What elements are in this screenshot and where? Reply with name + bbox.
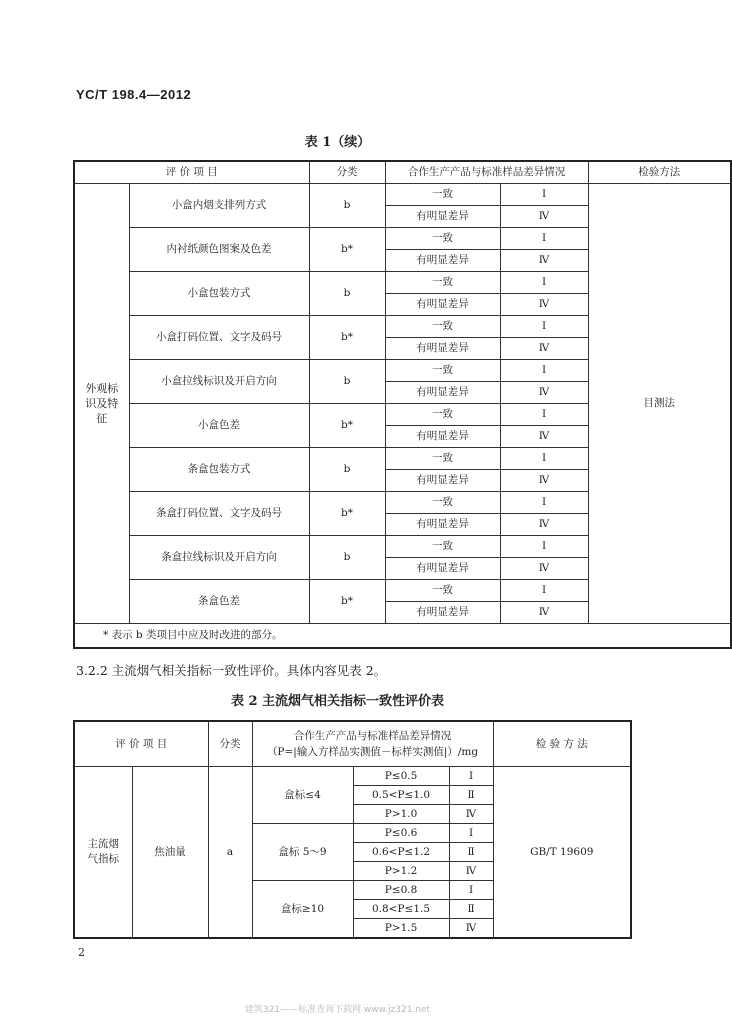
grade-cell: Ⅳ bbox=[500, 337, 588, 359]
header-difference bbox=[252, 721, 493, 767]
classification-cell: a bbox=[208, 767, 252, 938]
table1-caption: 表 1（续） bbox=[304, 135, 371, 150]
grade-cell: Ⅰ bbox=[449, 767, 493, 786]
sub-item-cell: 焦油量 bbox=[132, 767, 208, 938]
group-label-cell: 盒标≤4 bbox=[252, 767, 353, 824]
header-classification: 分类 bbox=[208, 721, 252, 767]
condition-cell: 0.8<P≤1.5 bbox=[353, 900, 449, 919]
condition-cell: 有明显差异 bbox=[385, 293, 500, 315]
header-classification: 分类 bbox=[309, 161, 385, 183]
grade-cell: Ⅰ bbox=[500, 315, 588, 337]
item-name-cell: 小盒内烟支排列方式 bbox=[129, 183, 309, 227]
condition-cell: P≤0.5 bbox=[353, 767, 449, 786]
classification-cell: b bbox=[309, 447, 385, 491]
grade-cell: Ⅰ bbox=[500, 579, 588, 601]
category-cell: 外观标识及特征 bbox=[74, 183, 129, 623]
grade-cell: Ⅰ bbox=[449, 824, 493, 843]
standard-number: YC/T 198.4—2012 bbox=[76, 87, 192, 102]
grade-cell: Ⅳ bbox=[500, 425, 588, 447]
grade-cell: Ⅳ bbox=[500, 601, 588, 623]
condition-cell: 有明显差异 bbox=[385, 469, 500, 491]
condition-cell: 一致 bbox=[385, 491, 500, 513]
method-cell: GB/T 19609 bbox=[493, 767, 631, 938]
grade-cell: Ⅳ bbox=[449, 805, 493, 824]
condition-cell: P>1.0 bbox=[353, 805, 449, 824]
header-evaluation-item: 评 价 项 目 bbox=[74, 161, 309, 183]
condition-cell: P≤0.8 bbox=[353, 881, 449, 900]
header-difference-formula: （P=|输入方样品实测值－标样实测值|）/mg bbox=[266, 746, 479, 758]
grade-cell: Ⅳ bbox=[500, 513, 588, 535]
item-name-cell: 条盒打码位置、文字及码号 bbox=[129, 491, 309, 535]
header-difference: 合作生产产品与标准样品差异情况 bbox=[385, 161, 588, 183]
grade-cell: Ⅰ bbox=[500, 491, 588, 513]
table2-caption: 表 2 主流烟气相关指标一致性评价表 bbox=[230, 694, 445, 709]
condition-cell: 一致 bbox=[385, 315, 500, 337]
grade-cell: Ⅰ bbox=[500, 227, 588, 249]
condition-cell: 有明显差异 bbox=[385, 337, 500, 359]
condition-cell: P≤0.6 bbox=[353, 824, 449, 843]
grade-cell: Ⅱ bbox=[449, 843, 493, 862]
grade-cell: Ⅰ bbox=[500, 403, 588, 425]
grade-cell: Ⅳ bbox=[500, 469, 588, 491]
condition-cell: 有明显差异 bbox=[385, 601, 500, 623]
condition-cell: 一致 bbox=[385, 227, 500, 249]
group-label-cell: 盒标 5～9 bbox=[252, 824, 353, 881]
item-name-cell: 小盒拉线标识及开启方向 bbox=[129, 359, 309, 403]
grade-cell: Ⅳ bbox=[500, 293, 588, 315]
condition-cell: 有明显差异 bbox=[385, 381, 500, 403]
condition-cell: P>1.5 bbox=[353, 919, 449, 938]
item-name-cell: 条盒包装方式 bbox=[129, 447, 309, 491]
header-difference-title: 合作生产产品与标准样品差异情况 bbox=[293, 730, 452, 742]
condition-cell: P>1.2 bbox=[353, 862, 449, 881]
grade-cell: Ⅳ bbox=[500, 205, 588, 227]
item-name-cell: 条盒拉线标识及开启方向 bbox=[129, 535, 309, 579]
grade-cell: Ⅰ bbox=[500, 359, 588, 381]
condition-cell: 一致 bbox=[385, 535, 500, 557]
table-footnote: * 表示 b 类项目中应及时改进的部分。 bbox=[74, 623, 731, 648]
grade-cell: Ⅰ bbox=[500, 183, 588, 205]
condition-cell: 一致 bbox=[385, 183, 500, 205]
grade-cell: Ⅳ bbox=[500, 381, 588, 403]
condition-cell: 一致 bbox=[385, 447, 500, 469]
grade-cell: Ⅰ bbox=[500, 447, 588, 469]
grade-cell: Ⅳ bbox=[449, 862, 493, 881]
table1 bbox=[73, 160, 732, 649]
header-method: 检 验 方 法 bbox=[493, 721, 631, 767]
item-name-cell: 小盒包装方式 bbox=[129, 271, 309, 315]
grade-cell: Ⅰ bbox=[500, 271, 588, 293]
section-3-2-2: 3.2.2 主流烟气相关指标一致性评价。具体内容见表 2。 bbox=[76, 663, 387, 678]
grade-cell: Ⅱ bbox=[449, 786, 493, 805]
condition-cell: 0.5<P≤1.0 bbox=[353, 786, 449, 805]
table2 bbox=[73, 720, 632, 939]
classification-cell: b bbox=[309, 535, 385, 579]
grade-cell: Ⅳ bbox=[500, 557, 588, 579]
condition-cell: 有明显差异 bbox=[385, 513, 500, 535]
condition-cell: 有明显差异 bbox=[385, 425, 500, 447]
watermark: 建筑321——标准查询下载网 www.jz321.net bbox=[244, 1005, 431, 1015]
classification-cell: b* bbox=[309, 491, 385, 535]
condition-cell: 有明显差异 bbox=[385, 557, 500, 579]
page-number: 2 bbox=[78, 946, 85, 959]
header-evaluation-item: 评 价 项 目 bbox=[74, 721, 208, 767]
category-cell: 主流烟气指标 bbox=[74, 767, 132, 938]
method-cell: 目测法 bbox=[588, 183, 731, 623]
grade-cell: Ⅰ bbox=[449, 881, 493, 900]
condition-cell: 有明显差异 bbox=[385, 205, 500, 227]
classification-cell: b bbox=[309, 359, 385, 403]
grade-cell: Ⅳ bbox=[449, 919, 493, 938]
classification-cell: b* bbox=[309, 403, 385, 447]
grade-cell: Ⅰ bbox=[500, 535, 588, 557]
grade-cell: Ⅱ bbox=[449, 900, 493, 919]
condition-cell: 一致 bbox=[385, 271, 500, 293]
classification-cell: b* bbox=[309, 579, 385, 623]
item-name-cell: 条盒色差 bbox=[129, 579, 309, 623]
condition-cell: 0.6<P≤1.2 bbox=[353, 843, 449, 862]
condition-cell: 有明显差异 bbox=[385, 249, 500, 271]
classification-cell: b bbox=[309, 183, 385, 227]
condition-cell: 一致 bbox=[385, 403, 500, 425]
condition-cell: 一致 bbox=[385, 359, 500, 381]
header-method: 检验方法 bbox=[588, 161, 731, 183]
classification-cell: b bbox=[309, 271, 385, 315]
classification-cell: b* bbox=[309, 315, 385, 359]
item-name-cell: 小盒打码位置、文字及码号 bbox=[129, 315, 309, 359]
grade-cell: Ⅳ bbox=[500, 249, 588, 271]
condition-cell: 一致 bbox=[385, 579, 500, 601]
item-name-cell: 内衬纸颜色图案及色差 bbox=[129, 227, 309, 271]
item-name-cell: 小盒色差 bbox=[129, 403, 309, 447]
group-label-cell: 盒标≥10 bbox=[252, 881, 353, 938]
classification-cell: b* bbox=[309, 227, 385, 271]
